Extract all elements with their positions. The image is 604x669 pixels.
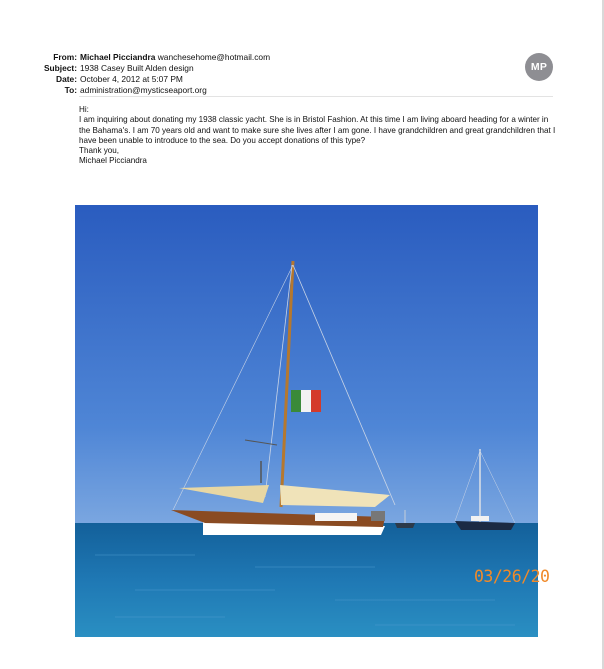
sky xyxy=(75,205,538,523)
from-label: From: xyxy=(53,52,77,62)
sender-email[interactable]: wanchesehome@hotmail.com xyxy=(157,52,271,62)
subject-row xyxy=(0,63,600,74)
greeting: Hi: xyxy=(79,105,89,114)
recipient-email[interactable]: administration@mysticseaport.org xyxy=(80,85,207,95)
sea xyxy=(75,523,538,637)
subject-value: 1938 Casey Built Alden design xyxy=(80,63,194,73)
email-body xyxy=(79,105,557,167)
sailboat-photo xyxy=(75,205,538,637)
sender-name: Michael Picciandra xyxy=(80,52,156,62)
from-row xyxy=(0,52,600,63)
subject-label: Subject: xyxy=(43,63,77,73)
signature: Michael Picciandra xyxy=(79,156,147,166)
message-paragraph: I am inquiring about donating my 1938 classic yacht. She is in Bristol Fashion. At this time I am living aboard heading for a winter in the Bahama's. I am 70 years old and want to make sure she lives after I am gone. I have grandchildren and great grandchildren that I have been unable to introduce to the sea. Do you accept donations of this type? xyxy=(79,115,556,145)
date-value: October 4, 2012 at 5:07 PM xyxy=(80,74,183,84)
to-row xyxy=(0,85,600,96)
date-row xyxy=(0,74,600,85)
closing: Thank you, xyxy=(79,146,120,156)
photo-date-stamp: 03/26/20 xyxy=(474,567,550,586)
header-divider xyxy=(79,96,553,97)
to-label: To: xyxy=(64,85,77,95)
date-label: Date: xyxy=(56,74,77,84)
attached-photo xyxy=(75,205,538,637)
avatar: MP xyxy=(525,53,553,81)
email-header xyxy=(0,52,600,96)
